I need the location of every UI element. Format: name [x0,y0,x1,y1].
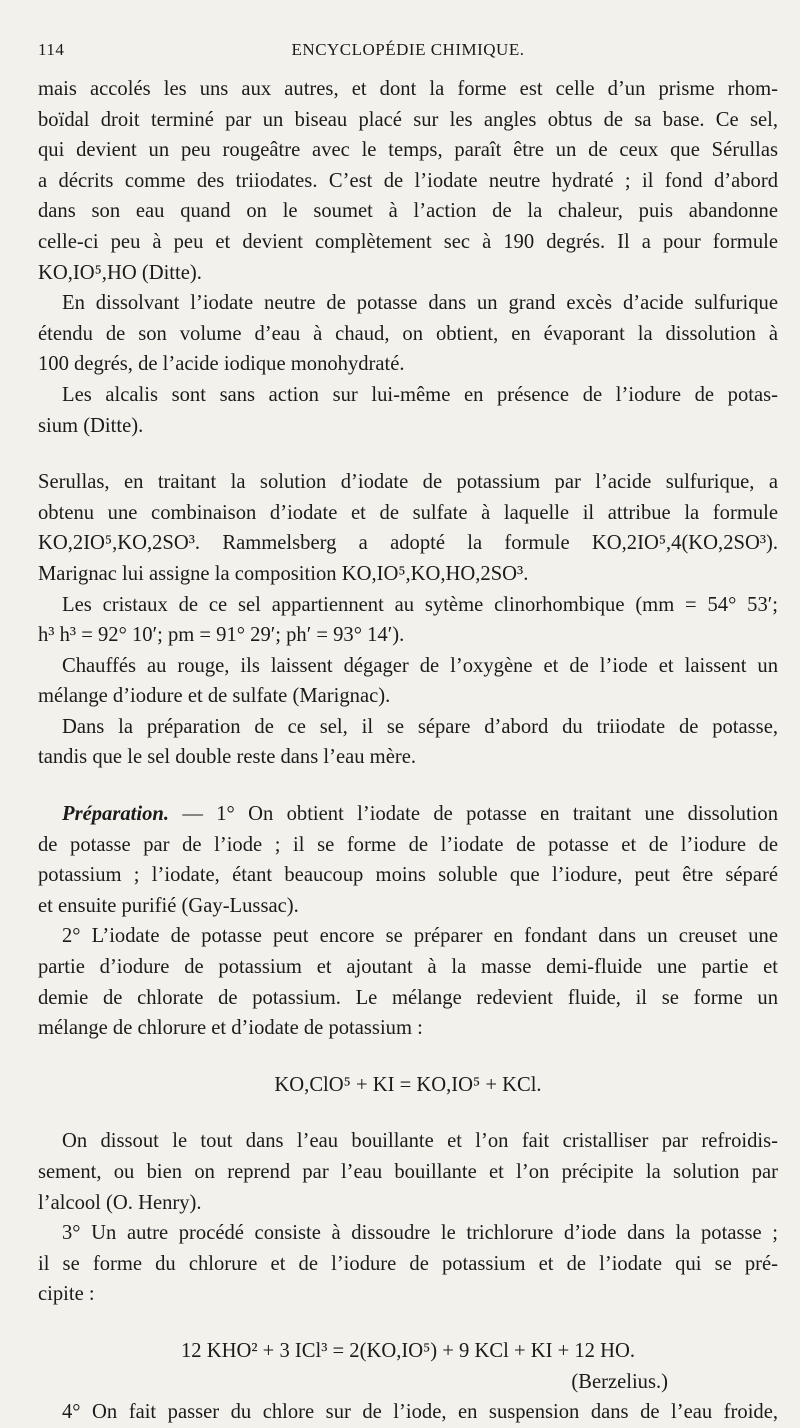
text-line: 4° On fait passer du chlore sur de l’iode, en suspension dans de l’eau froide, [62,1401,778,1424]
formula-line: 12 KHO² + 3 ICl³ = 2(KO,IO⁵) + 9 KCl + KI + 12 HO. [181,1339,635,1362]
text-line: mélange de chlorure et d’iodate de potassium : [38,1017,423,1040]
text-line: h³ h³ = 92° 10′; pm = 91° 29′; ph′ = 93° 14′). [38,624,405,647]
text-line: qui devient un peu rougeâtre avec le temps, paraît être un de ceux que Sérullas [38,139,778,162]
text-line: On dissout le tout dans l’eau bouillante et l’on fait cristalliser par refroidis- [62,1130,778,1153]
text-line: Les cristaux de ce sel appartiennent au sytème clinorhombique (mm = 54° 53′; [62,593,778,616]
running-title: ENCYCLOPÉDIE CHIMIQUE. [291,40,525,59]
text-line: Dans la préparation de ce sel, il se sépare d’abord du triiodate de potasse, [62,715,778,738]
text-line [38,799,778,830]
text-line: boïdal droit terminé par un biseau placé sur les angles obtus de sa base. Ce sel, [38,108,778,131]
text-line: Marignac lui assigne la composition KO,IO⁵,KO,HO,2SO³. [38,562,529,585]
citation: (Berzelius.) [571,1370,668,1393]
text-line: a décrits comme des triiodates. C’est de l’iodate neutre hydraté ; il fond d’abord [38,169,778,192]
text-line: potassium ; l’iodate, étant beaucoup moins soluble que l’iodure, peut être séparé [38,864,778,887]
text-line: 2° L’iodate de potasse peut encore se préparer en fondant dans un creuset une [62,925,778,948]
paragraph-gap [38,1044,778,1070]
text-line: KO,2IO⁵,KO,2SO³. Rammelsberg a adopté la formule KO,2IO⁵,4(KO,2SO³). [38,532,778,555]
text-line: mais accolés les uns aux autres, et dont la forme est celle d’un prisme rhom- [38,78,778,100]
text-line: cipite : [38,1283,95,1306]
text-line: 3° Un autre procédé consiste à dissoudre le trichlorure d’iode dans la potasse ; [62,1222,778,1245]
text-line: obtenu une combinaison d’iodate et de sulfate à laquelle il attribue la formule [38,501,778,524]
formula-line: KO,ClO⁵ + KI = KO,IO⁵ + KCl. [274,1073,542,1096]
text-line: 100 degrés, de l’acide iodique monohydraté. [38,353,405,376]
text-run: — 1° On obtient l’iodate de potasse en traitant une dissolution [168,803,778,826]
paragraph-gap [38,773,778,799]
text-line: celle-ci peu à peu et devient complètement sec à 190 degrés. Il a pour formule [38,230,778,253]
page-number: 114 [38,40,65,59]
text-line: tandis que le sel double reste dans l’eau mère. [38,746,416,769]
text-line: demie de chlorate de potassium. Le mélange redevient fluide, il se forme un [38,986,778,1009]
text-line: il se forme du chlorure et de l’iodure de potassium et de l’iodate qui se pré- [38,1252,778,1275]
text-line: sement, ou bien on reprend par l’eau bouillante et l’on précipite la solution par [38,1161,778,1183]
text-line: de potasse par de l’iode ; il se forme de l’iodate de potasse et de l’iodure de [38,833,778,856]
text-line: et ensuite purifié (Gay-Lussac). [38,894,299,917]
text-line: dans son eau quand on le soumet à l’action de la chaleur, puis abandonne [38,200,778,223]
text-line: étendu de son volume d’eau à chaud, on obtient, en évaporant la dissolution à [38,322,778,345]
page-header [38,40,778,64]
text-line: sium (Ditte). [38,414,144,437]
paragraph-gap [38,1100,778,1126]
text-line: En dissolvant l’iodate neutre de potasse dans un grand excès d’acide sulfurique [62,292,778,315]
text-line: Chauffés au rouge, ils laissent dégager de l’oxygène et de l’iode et laissent un [62,654,778,677]
section-heading: Préparation. [62,803,169,826]
paragraph-gap [38,441,778,467]
text-line: partie d’iodure de potassium et ajoutant à la masse demi-fluide une partie et [38,956,778,979]
text-line: Serullas, en traitant la solution d’iodate de potassium par l’acide sulfurique, a [38,471,778,494]
paragraph-gap [38,1310,778,1336]
text-line: mélange d’iodure et de sulfate (Marignac). [38,685,391,708]
text-line: l’alcool (O. Henry). [38,1191,202,1214]
text-line: Les alcalis sont sans action sur lui-même en présence de l’iodure de potas- [62,383,778,406]
text-line: KO,IO⁵,HO (Ditte). [38,261,202,284]
page-body [38,74,778,1428]
